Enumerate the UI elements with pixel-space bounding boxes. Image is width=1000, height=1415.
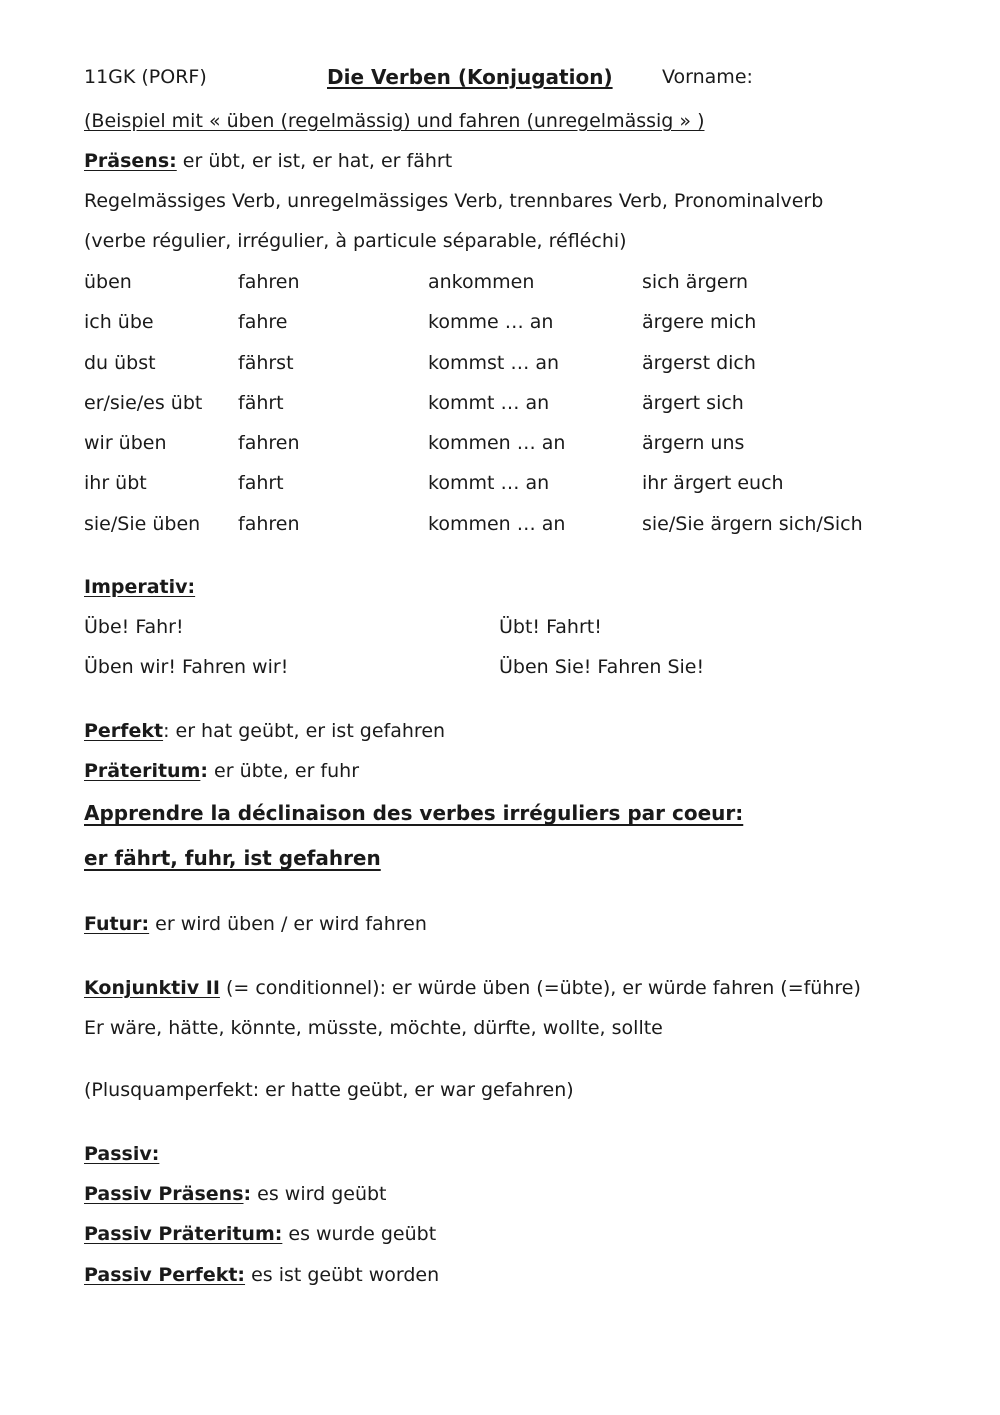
- konjunktiv-forms: Er wäre, hätte, könnte, müsste, möchte, dürfte, wollte, sollte: [84, 1017, 663, 1039]
- page-title: Die Verben (Konjugation): [327, 65, 613, 89]
- table-cell: üben: [84, 271, 132, 293]
- konjunktiv-text: (= conditionnel): er würde üben (=übte), er würde fahren (=führe): [219, 977, 861, 999]
- plusquamperfekt-line: (Plusquamperfekt: er hatte geübt, er war gefahren): [84, 1079, 574, 1101]
- table-cell: fahre: [238, 311, 288, 333]
- imperativ-row2-right: Üben Sie! Fahren Sie!: [499, 656, 705, 678]
- passiv-praeteritum-label: Passiv Präteritum:: [84, 1223, 283, 1245]
- table-cell: ankommen: [428, 271, 535, 293]
- example-note: (Beispiel mit « üben (regelmässig) und fahren (unregelmässig » ): [84, 110, 705, 132]
- passiv-praeteritum-line: [84, 1221, 436, 1247]
- table-cell: kommen … an: [428, 432, 566, 454]
- passiv-praesens-label: Passiv Präsens: [84, 1183, 244, 1205]
- table-cell: wir üben: [84, 432, 167, 454]
- perfekt-text: : er hat geübt, er ist gefahren: [163, 720, 446, 742]
- course-code: 11GK (PORF): [84, 66, 207, 88]
- table-cell: sie/Sie ärgern sich/Sich: [642, 513, 863, 535]
- passiv-perfekt-line: [84, 1262, 439, 1288]
- passiv-perfekt-label: Passiv Perfekt:: [84, 1264, 246, 1286]
- passiv-label: Passiv:: [84, 1143, 160, 1165]
- table-cell: ärgerst dich: [642, 352, 756, 374]
- verb-types-fr: (verbe régulier, irrégulier, à particule séparable, réfléchi): [84, 230, 627, 252]
- table-cell: kommt … an: [428, 392, 550, 414]
- table-cell: ärgern uns: [642, 432, 745, 454]
- table-cell: fahren: [238, 432, 300, 454]
- learn-forms: er fährt, fuhr, ist gefahren: [84, 846, 381, 870]
- futur-text: er wird üben / er wird fahren: [149, 913, 427, 935]
- perfekt-line: [84, 718, 445, 744]
- passiv-praeteritum-text: es wurde geübt: [282, 1223, 437, 1245]
- table-cell: ich übe: [84, 311, 154, 333]
- verb-types-de: Regelmässiges Verb, unregelmässiges Verb, trennbares Verb, Pronominalverb: [84, 190, 824, 212]
- passiv-perfekt-text: es ist geübt worden: [245, 1264, 440, 1286]
- konjunktiv-line: [84, 975, 861, 1001]
- passiv-praesens-colon: :: [243, 1183, 252, 1205]
- table-cell: sie/Sie üben: [84, 513, 201, 535]
- praesens-label: Präsens:: [84, 150, 177, 172]
- table-cell: kommen … an: [428, 513, 566, 535]
- imperativ-row2-left: Üben wir! Fahren wir!: [84, 656, 289, 678]
- table-cell: ärgere mich: [642, 311, 757, 333]
- imperativ-row1-left: Übe! Fahr!: [84, 616, 184, 638]
- table-cell: komme … an: [428, 311, 554, 333]
- table-cell: kommst … an: [428, 352, 560, 374]
- praesens-line: [84, 148, 452, 174]
- passiv-praesens-line: [84, 1181, 387, 1207]
- imperativ-row1-right: Übt! Fahrt!: [499, 616, 602, 638]
- praeteritum-text: er übte, er fuhr: [207, 760, 360, 782]
- praeteritum-label: Präteritum: [84, 760, 201, 782]
- imperativ-label: Imperativ:: [84, 576, 196, 598]
- praeteritum-colon: :: [200, 760, 208, 782]
- table-cell: ärgert sich: [642, 392, 744, 414]
- futur-label: Futur:: [84, 913, 150, 935]
- table-cell: du übst: [84, 352, 156, 374]
- praeteritum-line: [84, 758, 359, 784]
- praesens-text: er übt, er ist, er hat, er fährt: [176, 150, 453, 172]
- perfekt-label: Perfekt: [84, 720, 164, 742]
- passiv-praesens-text: es wird geübt: [251, 1183, 387, 1205]
- vorname-label: Vorname:: [662, 66, 753, 88]
- konjunktiv-label: Konjunktiv II: [84, 977, 220, 999]
- futur-line: [84, 911, 427, 937]
- table-cell: kommt … an: [428, 472, 550, 494]
- table-cell: fahren: [238, 513, 300, 535]
- table-cell: fährst: [238, 352, 294, 374]
- table-cell: fährt: [238, 392, 284, 414]
- table-cell: er/sie/es übt: [84, 392, 203, 414]
- table-cell: ihr übt: [84, 472, 147, 494]
- table-cell: sich ärgern: [642, 271, 749, 293]
- learn-heading: Apprendre la déclinaison des verbes irréguliers par coeur:: [84, 801, 744, 825]
- table-cell: fahrt: [238, 472, 284, 494]
- table-cell: ihr ärgert euch: [642, 472, 784, 494]
- table-cell: fahren: [238, 271, 300, 293]
